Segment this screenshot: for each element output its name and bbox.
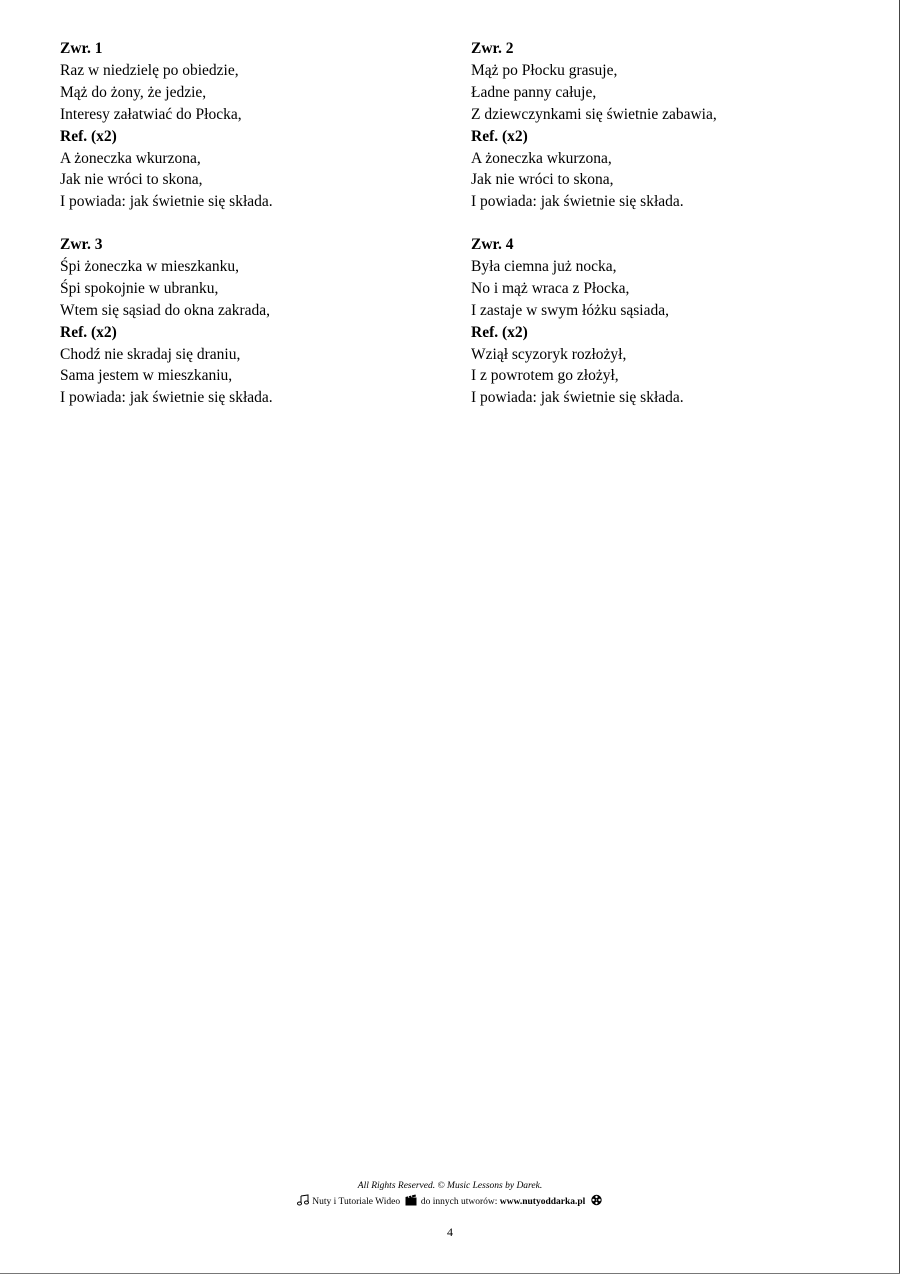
lyric-line: A żoneczka wkurzona, <box>471 149 612 167</box>
footer-copyright: All Rights Reserved. © Music Lessons by Darek. <box>357 1181 543 1191</box>
page-number: 4 <box>447 1225 453 1239</box>
lyric-line: Ładne panny całuje, <box>471 83 597 101</box>
lyric-line: Była ciemna już nocka, <box>471 257 617 275</box>
music-note-icon <box>297 1194 310 1211</box>
lyric-line: Wziął scyzoryk rozłożył, <box>471 345 627 363</box>
lyric-line: Z dziewczynkami się świetnie zabawia, <box>471 105 717 123</box>
film-reel-icon <box>590 1194 603 1211</box>
refrain-label: Ref. (x2) <box>60 323 117 341</box>
lyric-line: Mąż do żony, że jedzie, <box>60 83 207 101</box>
lyric-line: Wtem się sąsiad do okna zakrada, <box>60 301 271 319</box>
lyric-line: I powiada: jak świetnie się składa. <box>60 193 273 211</box>
film-clapper-icon <box>405 1194 417 1211</box>
verse-heading: Zwr. 3 <box>60 236 103 253</box>
verse-3 <box>60 234 460 409</box>
lyric-line: Jak nie wróci to skona, <box>60 171 203 189</box>
lyric-line: I powiada: jak świetnie się składa. <box>60 389 273 407</box>
promo-text: Nuty i Tutoriale Wideo <box>312 1197 401 1207</box>
verse-heading: Zwr. 2 <box>471 40 514 57</box>
refrain-label: Ref. (x2) <box>60 127 117 145</box>
lyric-line: Jak nie wróci to skona, <box>471 171 614 189</box>
lyric-line: Chodź nie skradaj się draniu, <box>60 345 241 363</box>
verse-heading: Zwr. 4 <box>471 236 514 253</box>
verse-2 <box>471 38 871 213</box>
verse-1 <box>60 38 460 213</box>
website-link[interactable]: www.nutyoddarka.pl <box>499 1197 586 1207</box>
lyric-line: Raz w niedzielę po obiedzie, <box>60 61 239 79</box>
lyric-line: Sama jestem w mieszkaniu, <box>60 367 233 385</box>
refrain-label: Ref. (x2) <box>471 323 528 341</box>
lyric-line: I powiada: jak świetnie się składa. <box>471 193 684 211</box>
footer-promo <box>0 1194 900 1211</box>
lyric-line: Interesy załatwiać do Płocka, <box>60 105 242 123</box>
lyric-line: I powiada: jak świetnie się składa. <box>471 389 684 407</box>
promo-middle-text: do innych utworów: <box>420 1197 498 1207</box>
lyric-line: I zastaje w swym łóżku sąsiada, <box>471 301 669 319</box>
lyric-line: Mąż po Płocku grasuje, <box>471 61 618 79</box>
lyric-line: No i mąż wraca z Płocka, <box>471 279 630 297</box>
verse-heading: Zwr. 1 <box>60 40 103 57</box>
verse-4 <box>471 234 871 409</box>
lyric-line: A żoneczka wkurzona, <box>60 149 201 167</box>
lyric-line: I z powrotem go złożył, <box>471 367 619 385</box>
refrain-label: Ref. (x2) <box>471 127 528 145</box>
lyric-line: Śpi spokojnie w ubranku, <box>60 279 219 297</box>
lyric-line: Śpi żoneczka w mieszkanku, <box>60 257 240 275</box>
